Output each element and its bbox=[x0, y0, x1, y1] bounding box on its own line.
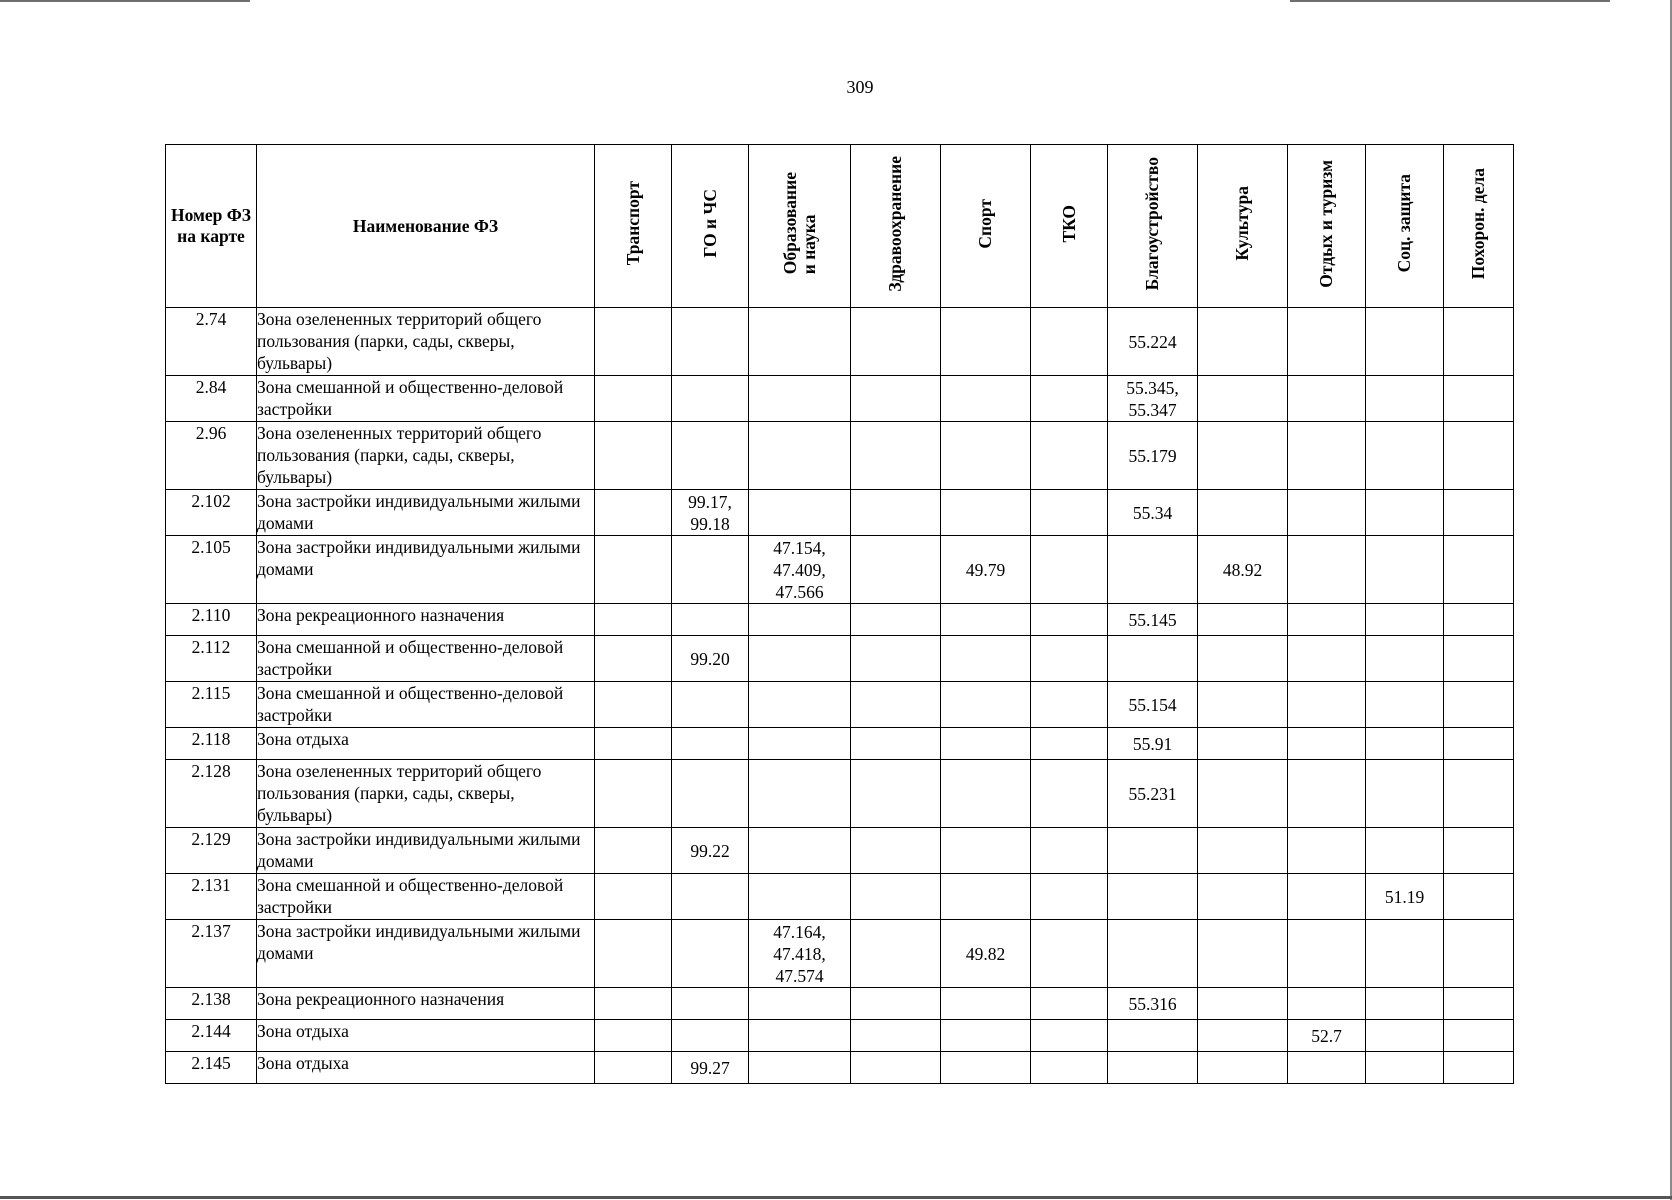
row-value bbox=[851, 828, 941, 874]
row-value bbox=[1444, 728, 1514, 760]
row-value bbox=[595, 536, 672, 604]
row-value bbox=[1366, 828, 1444, 874]
row-value bbox=[749, 682, 851, 728]
row-value bbox=[1288, 490, 1366, 536]
row-value bbox=[1288, 636, 1366, 682]
row-value bbox=[1198, 682, 1288, 728]
scan-artifact-top-right bbox=[1290, 0, 1610, 2]
row-value bbox=[1366, 308, 1444, 376]
row-value bbox=[1031, 308, 1108, 376]
row-value bbox=[1288, 760, 1366, 828]
table-row bbox=[166, 682, 1514, 728]
row-value bbox=[749, 760, 851, 828]
row-value bbox=[941, 682, 1031, 728]
row-value bbox=[595, 308, 672, 376]
row-name: Зона застройки индивидуальными жилыми домами bbox=[257, 536, 595, 604]
table-row bbox=[166, 874, 1514, 920]
row-value bbox=[1366, 422, 1444, 490]
row-value bbox=[595, 422, 672, 490]
row-value bbox=[1444, 760, 1514, 828]
header-category bbox=[1366, 145, 1444, 308]
row-value: 55.145 bbox=[1108, 604, 1198, 636]
row-value bbox=[1288, 422, 1366, 490]
header-category bbox=[1288, 145, 1366, 308]
row-value bbox=[1366, 536, 1444, 604]
header-category-label: Здравоохранение bbox=[885, 155, 905, 292]
row-number: 2.131 bbox=[166, 874, 257, 920]
row-number: 2.145 bbox=[166, 1052, 257, 1084]
row-value bbox=[1366, 490, 1444, 536]
row-value: 52.7 bbox=[1288, 1020, 1366, 1052]
header-category-label: Спорт bbox=[975, 198, 995, 249]
row-value bbox=[595, 728, 672, 760]
row-number: 2.137 bbox=[166, 920, 257, 988]
row-value bbox=[1031, 604, 1108, 636]
row-value: 47.164, 47.418, 47.574 bbox=[749, 920, 851, 988]
row-value bbox=[1288, 728, 1366, 760]
row-value: 49.79 bbox=[941, 536, 1031, 604]
header-category-label: ГО и ЧС bbox=[699, 189, 720, 258]
row-value bbox=[1366, 1020, 1444, 1052]
row-value bbox=[1288, 536, 1366, 604]
row-value bbox=[749, 422, 851, 490]
row-value bbox=[1444, 920, 1514, 988]
row-value bbox=[851, 988, 941, 1020]
row-value bbox=[1288, 828, 1366, 874]
row-value bbox=[672, 682, 749, 728]
table-row bbox=[166, 604, 1514, 636]
row-value bbox=[1444, 828, 1514, 874]
row-value: 99.27 bbox=[672, 1052, 749, 1084]
row-value bbox=[851, 422, 941, 490]
row-value bbox=[595, 874, 672, 920]
row-number: 2.118 bbox=[166, 728, 257, 760]
row-value bbox=[1031, 874, 1108, 920]
row-value bbox=[1444, 636, 1514, 682]
row-value bbox=[941, 636, 1031, 682]
row-value bbox=[1031, 490, 1108, 536]
row-value bbox=[1444, 376, 1514, 422]
row-value bbox=[1198, 1020, 1288, 1052]
header-category bbox=[851, 145, 941, 308]
row-value bbox=[941, 422, 1031, 490]
row-value bbox=[595, 604, 672, 636]
row-number: 2.84 bbox=[166, 376, 257, 422]
row-value bbox=[851, 760, 941, 828]
row-value: 49.82 bbox=[941, 920, 1031, 988]
row-value: 55.224 bbox=[1108, 308, 1198, 376]
row-value: 55.91 bbox=[1108, 728, 1198, 760]
row-number: 2.74 bbox=[166, 308, 257, 376]
row-value bbox=[1288, 1052, 1366, 1084]
row-value bbox=[851, 874, 941, 920]
row-value bbox=[595, 376, 672, 422]
row-value bbox=[1198, 988, 1288, 1020]
row-value bbox=[1198, 636, 1288, 682]
row-value bbox=[1288, 376, 1366, 422]
row-value bbox=[1444, 536, 1514, 604]
row-value bbox=[595, 682, 672, 728]
row-number: 2.112 bbox=[166, 636, 257, 682]
table-row bbox=[166, 308, 1514, 376]
row-value bbox=[851, 728, 941, 760]
row-value bbox=[1198, 422, 1288, 490]
row-value bbox=[749, 490, 851, 536]
row-value bbox=[595, 760, 672, 828]
row-value bbox=[851, 1020, 941, 1052]
row-value bbox=[851, 1052, 941, 1084]
row-number: 2.138 bbox=[166, 988, 257, 1020]
header-name: Наименование ФЗ bbox=[257, 145, 595, 308]
row-value bbox=[749, 636, 851, 682]
header-category-label: Транспорт bbox=[622, 181, 643, 266]
row-value bbox=[1031, 760, 1108, 828]
row-value bbox=[851, 308, 941, 376]
table-row bbox=[166, 1052, 1514, 1084]
row-value bbox=[941, 308, 1031, 376]
table-row bbox=[166, 490, 1514, 536]
row-name: Зона озелененных территорий общего пользования (парки, сады, скверы, бульвары) bbox=[257, 308, 595, 376]
row-name: Зона рекреационного назначения bbox=[257, 604, 595, 636]
row-value bbox=[1288, 308, 1366, 376]
row-value bbox=[1366, 636, 1444, 682]
row-value bbox=[1198, 828, 1288, 874]
row-value bbox=[1288, 682, 1366, 728]
row-value: 99.22 bbox=[672, 828, 749, 874]
row-value bbox=[672, 308, 749, 376]
row-value bbox=[1031, 422, 1108, 490]
row-value bbox=[1444, 682, 1514, 728]
row-value bbox=[1444, 988, 1514, 1020]
row-value bbox=[1366, 376, 1444, 422]
header-category-label: ТКО bbox=[1058, 204, 1079, 243]
row-value bbox=[1198, 490, 1288, 536]
row-value bbox=[672, 920, 749, 988]
row-value bbox=[672, 988, 749, 1020]
table-row bbox=[166, 636, 1514, 682]
row-value bbox=[941, 490, 1031, 536]
row-value bbox=[672, 1020, 749, 1052]
row-value bbox=[1108, 920, 1198, 988]
header-category-label: Образование и наука bbox=[779, 172, 819, 275]
row-value bbox=[851, 636, 941, 682]
row-value bbox=[749, 1020, 851, 1052]
row-value: 48.92 bbox=[1198, 536, 1288, 604]
row-value bbox=[1108, 1020, 1198, 1052]
header-category bbox=[595, 145, 672, 308]
row-number: 2.115 bbox=[166, 682, 257, 728]
row-value bbox=[1366, 1052, 1444, 1084]
row-value bbox=[595, 636, 672, 682]
header-category bbox=[672, 145, 749, 308]
table-row bbox=[166, 1020, 1514, 1052]
row-value bbox=[941, 828, 1031, 874]
row-number: 2.105 bbox=[166, 536, 257, 604]
row-name: Зона застройки индивидуальными жилыми домами bbox=[257, 490, 595, 536]
row-value bbox=[672, 874, 749, 920]
row-value bbox=[672, 536, 749, 604]
row-value bbox=[1444, 1020, 1514, 1052]
row-value bbox=[1031, 682, 1108, 728]
table-row bbox=[166, 920, 1514, 988]
row-value bbox=[1031, 828, 1108, 874]
row-value bbox=[749, 604, 851, 636]
row-value bbox=[1108, 874, 1198, 920]
row-value bbox=[1444, 604, 1514, 636]
row-value bbox=[941, 1020, 1031, 1052]
row-number: 2.102 bbox=[166, 490, 257, 536]
row-value bbox=[941, 376, 1031, 422]
zones-table bbox=[165, 144, 1514, 1084]
header-category-label: Культура bbox=[1232, 186, 1252, 261]
row-value bbox=[1444, 490, 1514, 536]
row-value bbox=[1198, 874, 1288, 920]
row-value bbox=[1288, 874, 1366, 920]
scan-artifact-bottom bbox=[0, 1196, 1672, 1199]
page-number: 309 bbox=[846, 77, 874, 97]
row-value bbox=[1288, 604, 1366, 636]
header-category-label: Благоустройство bbox=[1142, 156, 1162, 291]
row-value bbox=[1288, 988, 1366, 1020]
row-value bbox=[1444, 1052, 1514, 1084]
row-number: 2.144 bbox=[166, 1020, 257, 1052]
row-value bbox=[941, 874, 1031, 920]
row-value bbox=[749, 874, 851, 920]
row-value: 47.154, 47.409, 47.566 bbox=[749, 536, 851, 604]
row-name: Зона смешанной и общественно-деловой застройки bbox=[257, 636, 595, 682]
header-category bbox=[1031, 145, 1108, 308]
row-value bbox=[1031, 1052, 1108, 1084]
row-value: 55.316 bbox=[1108, 988, 1198, 1020]
row-value bbox=[595, 828, 672, 874]
table-row bbox=[166, 988, 1514, 1020]
row-value bbox=[1444, 308, 1514, 376]
row-value: 55.34 bbox=[1108, 490, 1198, 536]
row-value bbox=[851, 536, 941, 604]
row-value bbox=[1198, 760, 1288, 828]
row-number: 2.129 bbox=[166, 828, 257, 874]
header-category-label: Похорон. дела bbox=[1468, 167, 1488, 280]
row-value: 51.19 bbox=[1366, 874, 1444, 920]
header-category bbox=[1198, 145, 1288, 308]
header-number: Номер ФЗ на карте bbox=[166, 145, 257, 308]
row-value bbox=[749, 988, 851, 1020]
row-value bbox=[1108, 1052, 1198, 1084]
header-category-label: Соц. защита bbox=[1394, 174, 1414, 273]
row-name: Зона смешанной и общественно-деловой застройки bbox=[257, 874, 595, 920]
row-value bbox=[1366, 920, 1444, 988]
table-row bbox=[166, 760, 1514, 828]
table-row bbox=[166, 728, 1514, 760]
row-name: Зона озелененных территорий общего пользования (парки, сады, скверы, бульвары) bbox=[257, 422, 595, 490]
row-value bbox=[941, 988, 1031, 1020]
row-number: 2.96 bbox=[166, 422, 257, 490]
table-row bbox=[166, 422, 1514, 490]
row-value bbox=[851, 682, 941, 728]
row-value bbox=[595, 1052, 672, 1084]
row-name: Зона застройки индивидуальными жилыми домами bbox=[257, 920, 595, 988]
row-value bbox=[595, 1020, 672, 1052]
row-value bbox=[1366, 988, 1444, 1020]
table-body bbox=[166, 308, 1514, 1084]
header-category bbox=[941, 145, 1031, 308]
row-value bbox=[851, 604, 941, 636]
row-value bbox=[1366, 760, 1444, 828]
row-value bbox=[1198, 728, 1288, 760]
row-value bbox=[1031, 376, 1108, 422]
row-name: Зона озелененных территорий общего пользования (парки, сады, скверы, бульвары) bbox=[257, 760, 595, 828]
row-value bbox=[672, 760, 749, 828]
table-header-row bbox=[166, 145, 1514, 308]
row-value: 55.154 bbox=[1108, 682, 1198, 728]
row-value bbox=[1198, 604, 1288, 636]
row-value bbox=[1198, 920, 1288, 988]
row-name: Зона отдыха bbox=[257, 728, 595, 760]
row-value bbox=[749, 728, 851, 760]
row-value bbox=[749, 376, 851, 422]
row-value bbox=[749, 308, 851, 376]
row-value bbox=[749, 1052, 851, 1084]
row-value bbox=[941, 604, 1031, 636]
row-name: Зона отдыха bbox=[257, 1020, 595, 1052]
header-category bbox=[1108, 145, 1198, 308]
row-value bbox=[851, 376, 941, 422]
row-value: 55.345, 55.347 bbox=[1108, 376, 1198, 422]
row-value bbox=[1031, 988, 1108, 1020]
row-value: 99.20 bbox=[672, 636, 749, 682]
table-row bbox=[166, 536, 1514, 604]
row-value bbox=[851, 920, 941, 988]
row-value bbox=[595, 988, 672, 1020]
row-value bbox=[941, 760, 1031, 828]
row-value: 55.179 bbox=[1108, 422, 1198, 490]
row-value bbox=[1444, 422, 1514, 490]
row-value bbox=[941, 728, 1031, 760]
row-value bbox=[595, 920, 672, 988]
row-value bbox=[941, 1052, 1031, 1084]
row-value bbox=[1031, 728, 1108, 760]
row-number: 2.128 bbox=[166, 760, 257, 828]
row-value bbox=[672, 728, 749, 760]
row-value bbox=[1031, 636, 1108, 682]
row-value bbox=[1198, 308, 1288, 376]
row-value bbox=[1031, 536, 1108, 604]
table-row bbox=[166, 376, 1514, 422]
row-value bbox=[1031, 920, 1108, 988]
row-name: Зона смешанной и общественно-деловой застройки bbox=[257, 376, 595, 422]
row-value: 99.17, 99.18 bbox=[672, 490, 749, 536]
row-value bbox=[1366, 728, 1444, 760]
row-value: 55.231 bbox=[1108, 760, 1198, 828]
header-category bbox=[1444, 145, 1514, 308]
row-value bbox=[1366, 682, 1444, 728]
header-category bbox=[749, 145, 851, 308]
row-value bbox=[749, 828, 851, 874]
row-value bbox=[1108, 828, 1198, 874]
header-category-label: Отдых и туризм bbox=[1316, 159, 1336, 288]
row-value bbox=[672, 604, 749, 636]
row-value bbox=[1288, 920, 1366, 988]
table-row bbox=[166, 828, 1514, 874]
row-value bbox=[672, 422, 749, 490]
row-name: Зона отдыха bbox=[257, 1052, 595, 1084]
row-value bbox=[595, 490, 672, 536]
row-value bbox=[1366, 604, 1444, 636]
row-value bbox=[1108, 636, 1198, 682]
row-name: Зона рекреационного назначения bbox=[257, 988, 595, 1020]
row-value bbox=[1198, 1052, 1288, 1084]
row-value bbox=[851, 490, 941, 536]
row-value bbox=[1031, 1020, 1108, 1052]
row-value bbox=[672, 376, 749, 422]
row-value bbox=[1444, 874, 1514, 920]
row-value bbox=[1108, 536, 1198, 604]
row-number: 2.110 bbox=[166, 604, 257, 636]
row-name: Зона застройки индивидуальными жилыми домами bbox=[257, 828, 595, 874]
scan-artifact-top-left bbox=[0, 0, 250, 2]
row-value bbox=[1198, 376, 1288, 422]
row-name: Зона смешанной и общественно-деловой застройки bbox=[257, 682, 595, 728]
